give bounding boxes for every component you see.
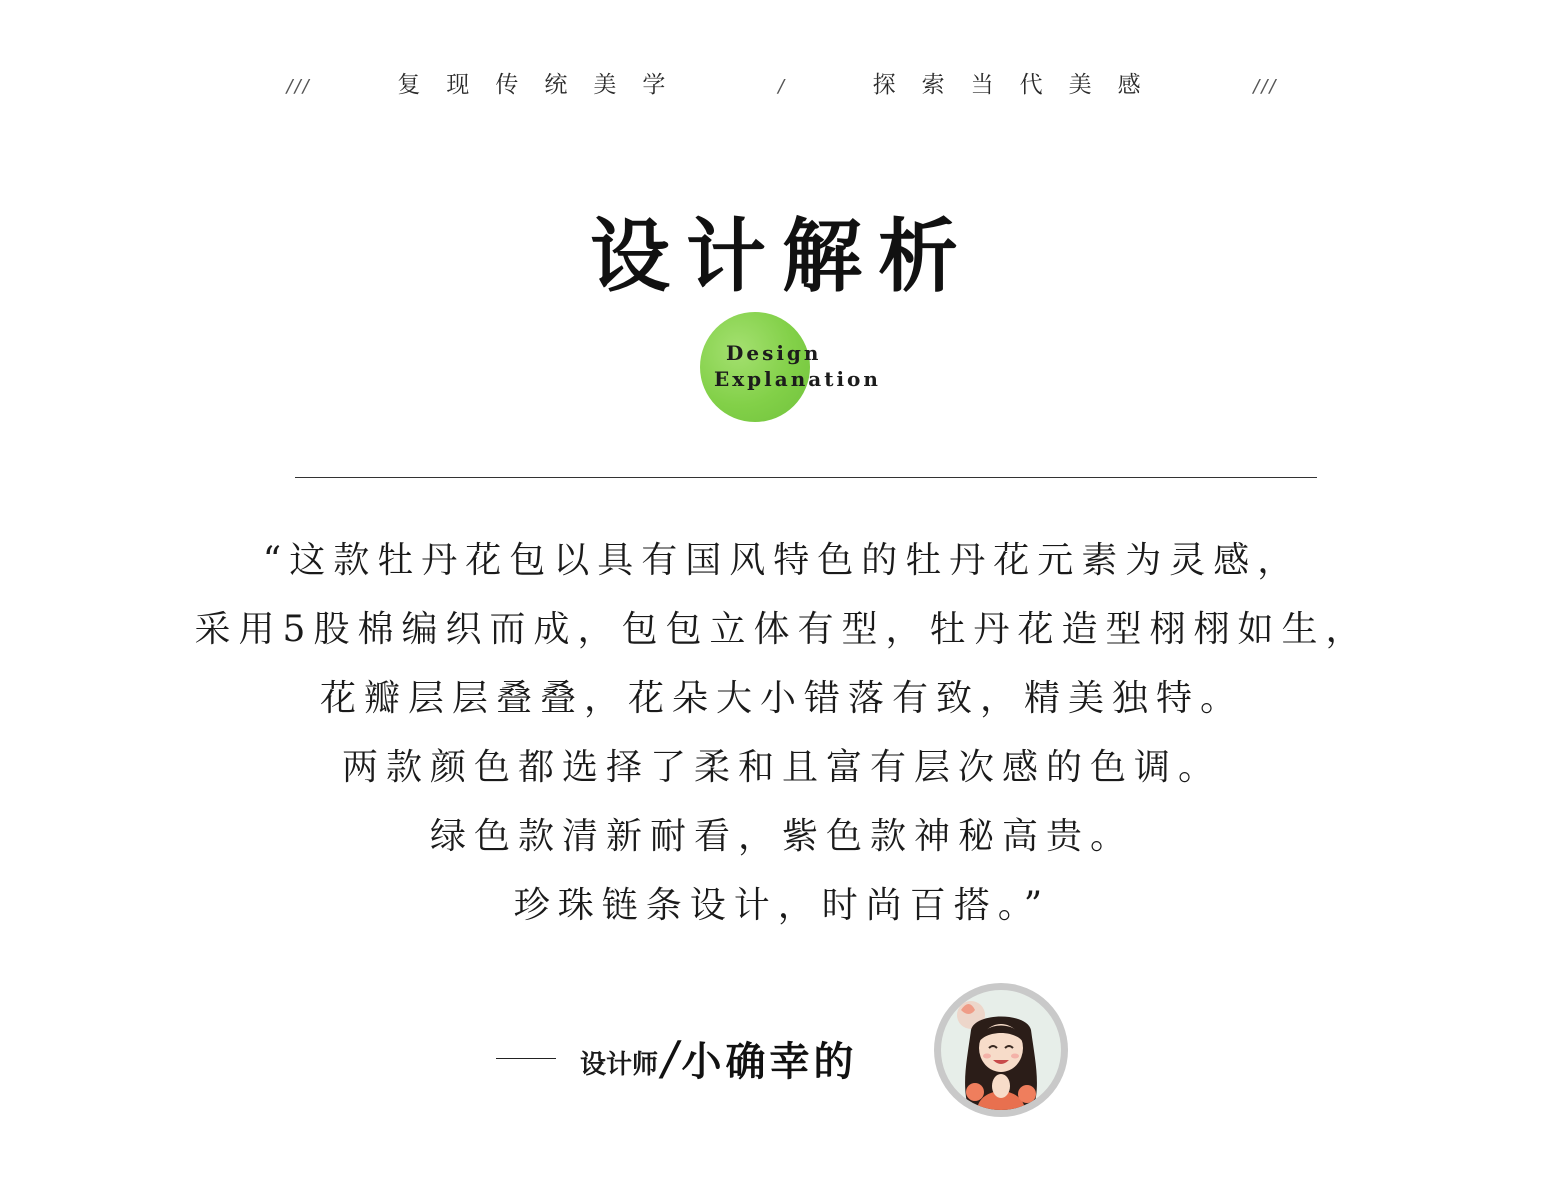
divider-line [295,477,1317,478]
left-slash-decoration: /// [286,76,311,97]
designer-signature [496,1028,858,1088]
description-line: 采用5股棉编织而成，包包立体有型，牡丹花造型栩栩如生， [194,609,1370,650]
designer-name: 小确幸的 [681,1037,858,1085]
description-line: 绿色款清新耐看，紫色款神秘高贵。 [429,816,1134,857]
page-title: 设计解析 [590,209,974,303]
designer-avatar-icon [941,990,1061,1110]
avatar [934,983,1068,1117]
right-slash-decoration: /// [1253,76,1278,97]
tagline-separator: / [777,76,787,97]
description-line: 珍珠链条设计，时尚百搭。” [513,885,1051,926]
designer-role-label: 设计师 [580,1049,659,1080]
description-line: 花瓣层层叠叠，花朵大小错落有致，精美独特。 [319,678,1244,719]
subtitle-line-1: Design [726,341,822,365]
tagline-part-2: 探索当代美感 [872,72,1167,98]
subtitle-english [714,340,881,392]
tagline-part-1: 复现传统美学 [397,72,692,98]
tagline [0,66,1564,99]
design-description [0,526,1564,940]
subtitle-line-2: Explanation [714,367,881,391]
description-line: 两款颜色都选择了柔和且富有层次感的色调。 [341,747,1222,788]
signature-dash [496,1058,556,1059]
signature-slash: / [662,1031,678,1085]
description-line: “这款牡丹花包以具有国风特色的牡丹花元素为灵感， [262,540,1302,581]
